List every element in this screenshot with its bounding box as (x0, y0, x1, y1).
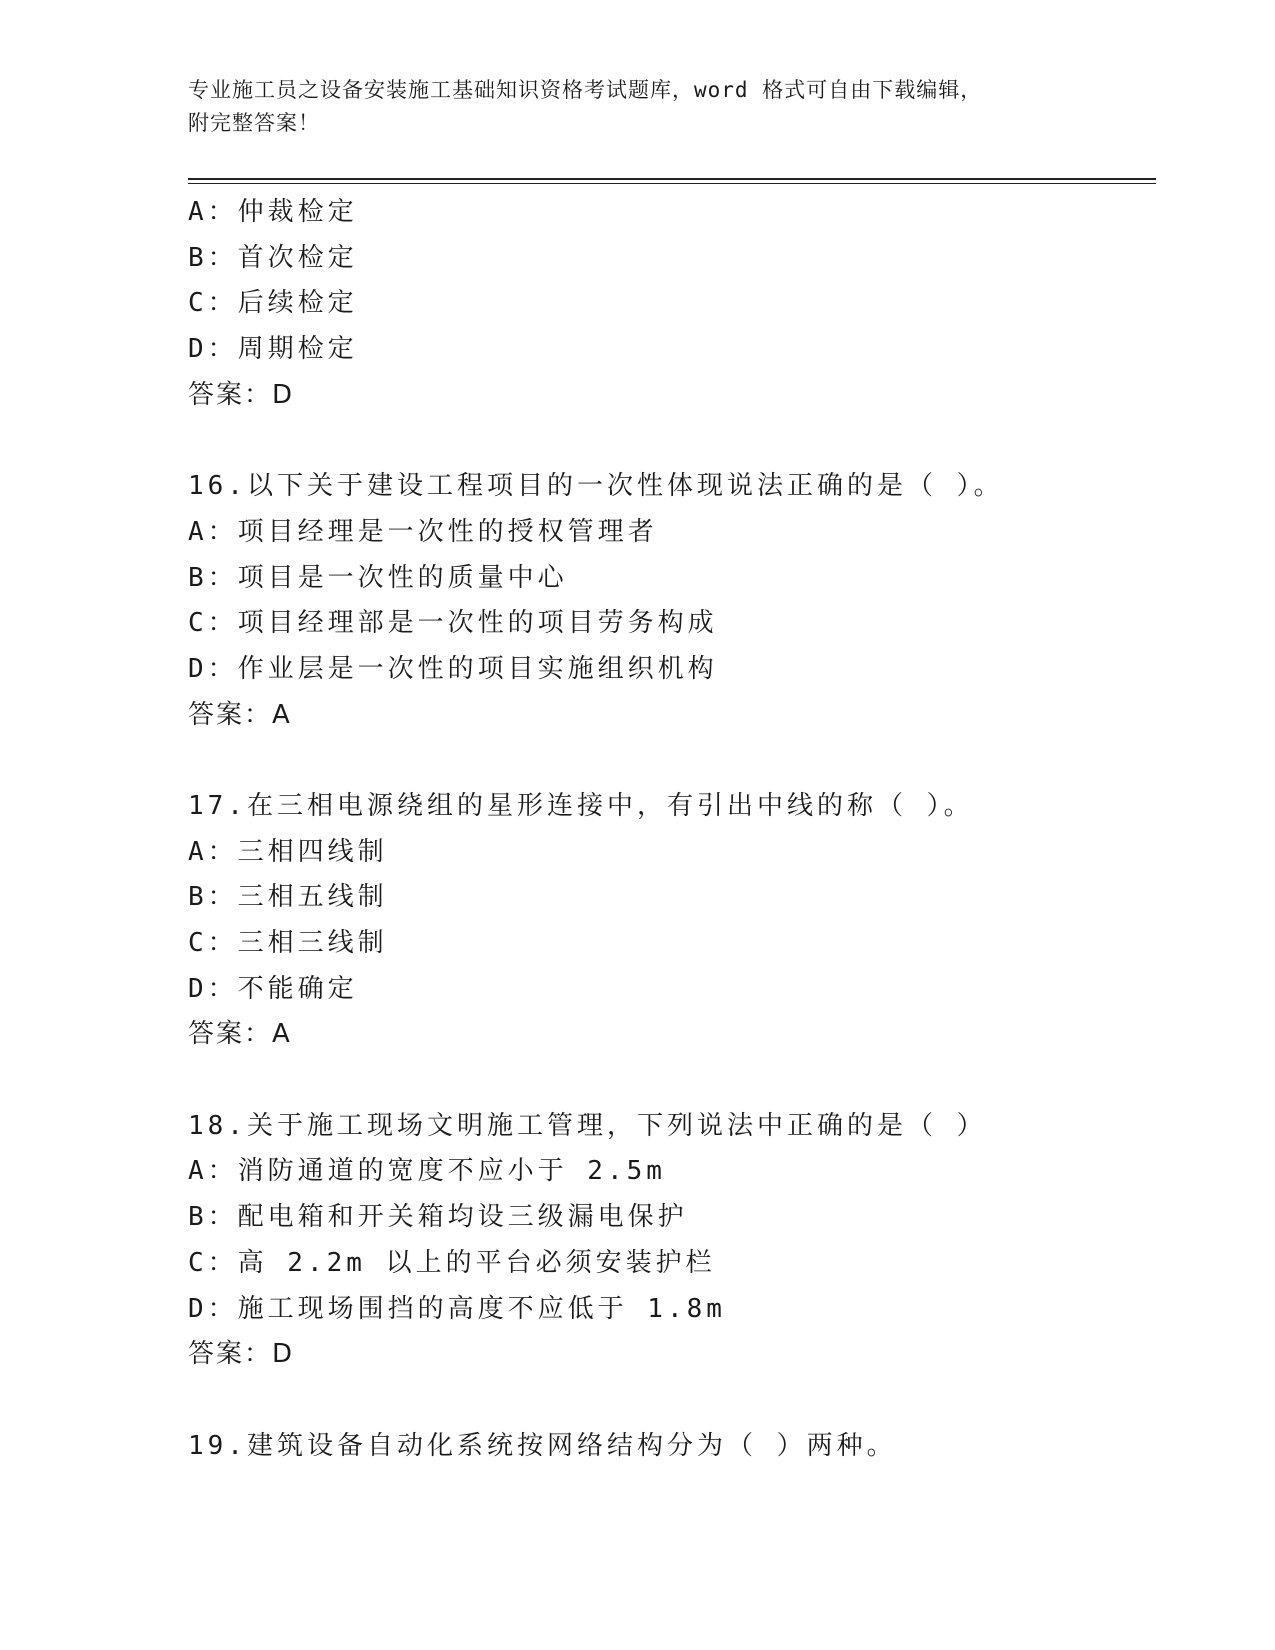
spacer (188, 1058, 1156, 1104)
header-line-2: 附完整答案！ (188, 111, 320, 135)
option-b: B：三相五线制 (188, 882, 388, 913)
option-c: C：高 2.2m 以上的平台必须安装护栏 (188, 1247, 716, 1278)
option-d: D：周期检定 (188, 334, 358, 365)
question-text: 17.在三相电源绕组的星形连接中，有引出中线的称（ ）。 (188, 790, 974, 821)
option-c: C：项目经理部是一次性的项目劳务构成 (188, 608, 718, 639)
answer: 答案：A (188, 1019, 292, 1050)
answer: 答案：D (188, 1339, 295, 1370)
option-b: B：配电箱和开关箱均设三级漏电保护 (188, 1202, 688, 1233)
question-18 (188, 1104, 1156, 1378)
question-15 (188, 190, 1156, 418)
header-line-1: 专业施工员之设备安装施工基础知识资格考试题库，word 格式可自由下载编辑， (188, 78, 983, 102)
question-17 (188, 784, 1156, 1058)
option-c: C：三相三线制 (188, 928, 388, 958)
option-a: A：消防通道的宽度不应小于 2.5m (188, 1156, 666, 1187)
header-divider (188, 178, 1156, 184)
question-16 (188, 464, 1156, 738)
question-19 (188, 1424, 1156, 1470)
option-a: A：仲裁检定 (188, 197, 358, 227)
option-a: A：项目经理是一次性的授权管理者 (188, 516, 658, 547)
question-text: 16.以下关于建设工程项目的一次性体现说法正确的是（ ）。 (188, 471, 1004, 502)
spacer (188, 418, 1156, 464)
answer: 答案：A (188, 699, 292, 730)
option-d: D：施工现场围挡的高度不应低于 1.8m (188, 1293, 726, 1324)
option-c: C：后续检定 (188, 288, 358, 319)
question-text: 18.关于施工现场文明施工管理，下列说法中正确的是（ ） (188, 1110, 987, 1141)
option-b: B：项目是一次性的质量中心 (188, 562, 568, 593)
option-d: D：作业层是一次性的项目实施组织机构 (188, 653, 718, 684)
question-text: 19.建筑设备自动化系统按网络结构分为（ ）两种。 (188, 1430, 897, 1461)
spacer (188, 1378, 1156, 1424)
question-list (188, 190, 1156, 1469)
spacer (188, 738, 1156, 784)
document-header (188, 74, 1068, 140)
option-a: A：三相四线制 (188, 836, 388, 867)
option-d: D：不能确定 (188, 973, 358, 1004)
answer: 答案：D (188, 379, 295, 410)
option-b: B：首次检定 (188, 242, 358, 273)
